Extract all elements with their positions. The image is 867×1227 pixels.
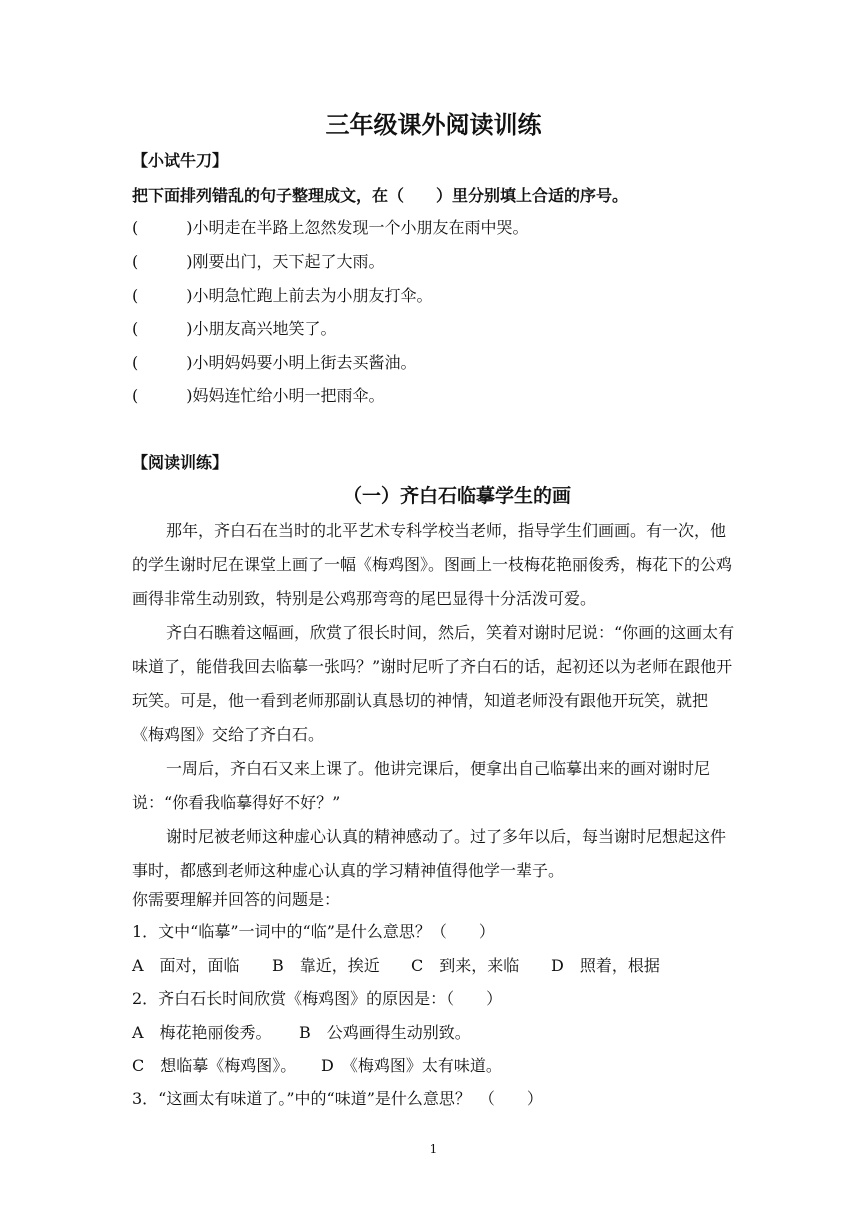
q2-option-c: C 想临摹《梅鸡图》。	[132, 1056, 297, 1075]
ordering-item: ( )小明妈妈要小明上街去买酱油。	[132, 353, 417, 372]
story-paragraph: 那年，齐白石在当时的北平艺术专科学校当老师，指导学生们画画。有一次，他的学生谢时尼在课堂上画了一幅《梅鸡图》。图画上一枝梅花艳丽俊秀，梅花下的公鸡画得非常生动别致，特别是公鸡那弯弯的尾巴显得十分活泼可爱。	[132, 521, 733, 608]
story-paragraph: 谢时尼被老师这种虚心认真的精神感动了。过了多年以后，每当谢时尼想起这件事时，都感到老师这种虚心认真的学习精神值得他学一辈子。	[132, 827, 727, 880]
section-header-practice: 【小试牛刀】	[132, 151, 229, 170]
page-title: 三年级课外阅读训练	[325, 110, 542, 139]
q1-option-d: D 照着，根据	[551, 956, 660, 975]
q1-option-a: A 面对，面临	[132, 956, 240, 975]
q1-option-c: C 到来，来临	[411, 956, 520, 975]
ordering-item: ( )小朋友高兴地笑了。	[132, 319, 337, 338]
question-2: 2．齐白石长时间欣赏《梅鸡图》的原因是：（ ）	[132, 989, 503, 1008]
q1-option-b: B 靠近，挨近	[272, 956, 380, 975]
page-number: 1	[429, 1142, 438, 1156]
question-3: 3．“这画太有味道了。”中的“味道”是什么意思？ （ ）	[132, 1089, 543, 1108]
q2-option-a: A 梅花艳丽俊秀。	[132, 1023, 272, 1042]
story-paragraph: 一周后，齐白石又来上课了。他讲完课后，便拿出自己临摹出来的画对谢时尼说：“你看我临摹得好不好？”	[132, 759, 711, 812]
ordering-item: ( )小明急忙跑上前去为小朋友打伞。	[132, 286, 433, 305]
question-1: 1．文中“临摹”一词中的“临”是什么意思？（ ）	[132, 922, 495, 941]
questions-intro: 你需要理解并回答的问题是：	[132, 890, 341, 909]
ordering-item: ( )刚要出门，天下起了大雨。	[132, 252, 385, 271]
section-header-reading: 【阅读训练】	[132, 453, 229, 472]
story-paragraph: 齐白石瞧着这幅画，欣赏了很长时间，然后，笑着对谢时尼说：“你画的这画太有味道了，能借我回去临摹一张吗？”谢时尼听了齐白石的话，起初还以为老师在跟他开玩笑。可是，他一看到老师那副认真恳切的神情，知道老师没有跟他开玩笑，就把《梅鸡图》交给了齐白石。	[132, 623, 735, 744]
story-title: （一）齐白石临摹学生的画	[343, 485, 572, 507]
q2-option-b: B 公鸡画得生动别致。	[299, 1023, 471, 1042]
ordering-item: ( )妈妈连忙给小明一把雨伞。	[132, 386, 385, 405]
ordering-item: ( )小明走在半路上忽然发现一个小朋友在雨中哭。	[132, 218, 529, 237]
instruction-text: 把下面排列错乱的句子整理成文，在（ ）里分别填上合适的序号。	[132, 186, 629, 205]
q2-option-d: D 《梅鸡图》太有味道。	[321, 1056, 502, 1075]
